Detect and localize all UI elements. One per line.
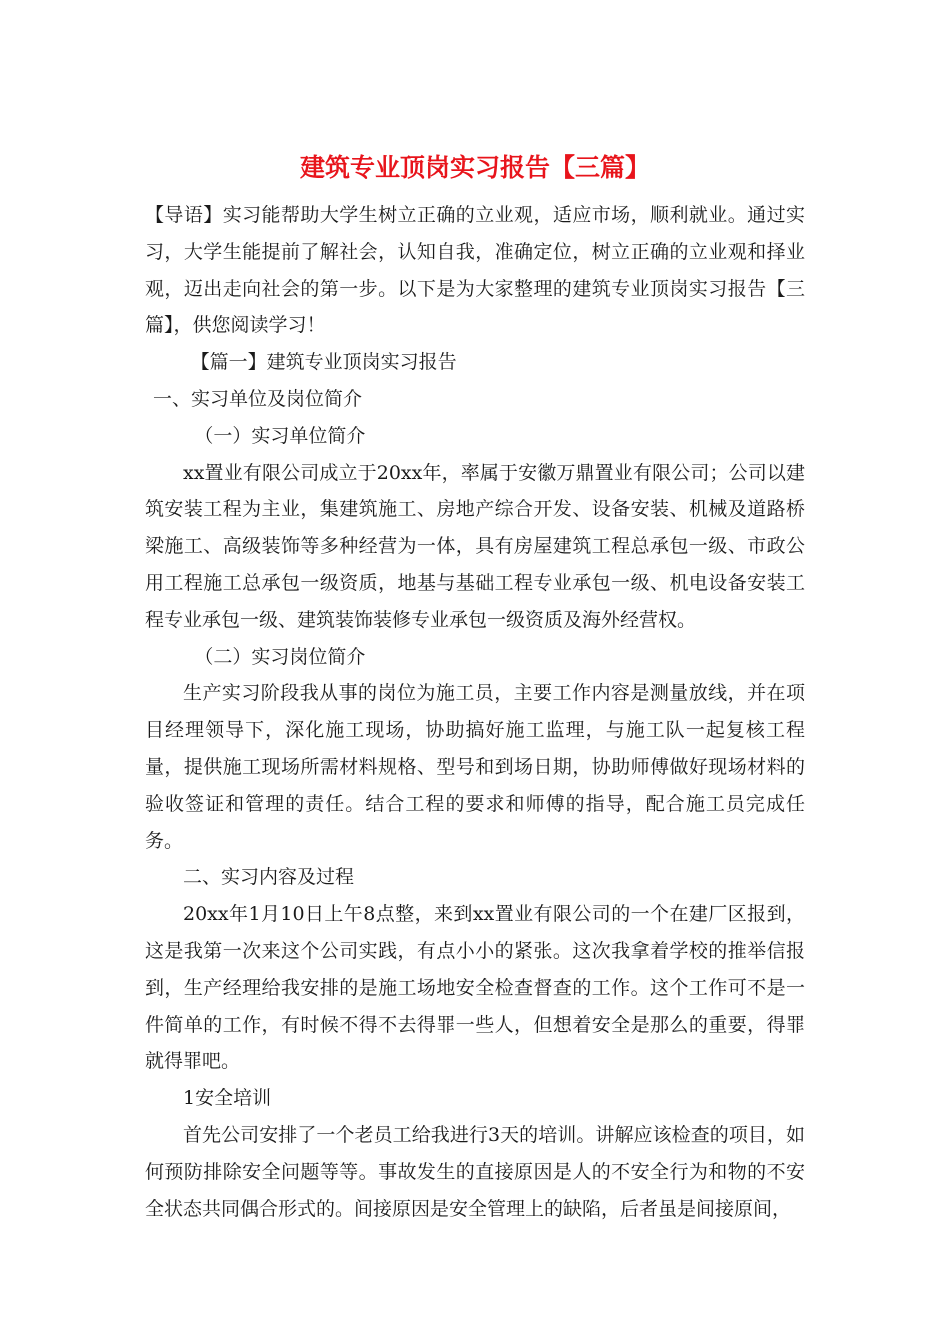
subheading-position-intro: （二）实习岗位简介 <box>194 645 366 668</box>
paragraph-unit-intro: xx置业有限公司成立于20xx年，率属于安徽万鼎置业有限公司；公司以建筑安装工程为主业，集建筑施工、房地产综合开发、设备安装、机械及道路桥梁施工、高级装饰等多种经营为一体，具有房屋建筑工程总承包一级、市政公用工程施工总承包一级资质，地基与基础工程专业承包一级、机电设备安装工程专业承包一级、建筑装饰装修专业承包一级资质及海外经营权。 <box>145 461 805 631</box>
heading-safety-training: 1安全培训 <box>183 1087 272 1110</box>
heading-internship-unit: 一、实习单位及岗位简介 <box>153 387 363 410</box>
section-heading-part1: 【篇一】建筑专业顶岗实习报告 <box>190 351 457 374</box>
paragraph-position-intro: 生产实习阶段我从事的岗位为施工员，主要工作内容是测量放线，并在项目经理领导下，深化施工现场，协助搞好施工监理，与施工队一起复核工程量，提供施工现场所需材料规格、型号和到场日期，协助师傅做好现场材料的验收签证和管理的责任。结合工程的要求和师傅的指导，配合施工员完成任务。 <box>145 682 805 852</box>
document-title: 建筑专业顶岗实习报告【三篇】 <box>299 153 650 182</box>
subheading-unit-intro: （一）实习单位简介 <box>194 424 366 447</box>
paragraph-internship-process: 20xx年1月10日上午8点整，来到xx置业有限公司的一个在建厂区报到，这是我第一次来这个公司实践，有点小小的紧张。这次我拿着学校的推举信报到，生产经理给我安排的是施工场地安全检查督查的工作。这个工作可不是一件简单的工作，有时候不得不去得罪一些人，但想着安全是那么的重要，得罪就得罪吧。 <box>145 903 805 1073</box>
intro-paragraph: 【导语】实习能帮助大学生树立正确的立业观，适应市场，顺利就业。通过实习，大学生能提前了解社会，认知自我，准确定位，树立正确的立业观和择业观，迈出走向社会的第一步。以下是为大家整理的建筑专业顶岗实习报告【三篇】，供您阅读学习！ <box>145 204 805 337</box>
document-body <box>145 197 805 1227</box>
paragraph-safety-training: 首先公司安排了一个老员工给我进行3天的培训。讲解应该检查的项目，如何预防排除安全问题等等。事故发生的直接原因是人的不安全行为和物的不安全状态共同偶合形式的。间接原因是安全管理上的缺陷，后者虽是间接原间， <box>145 1123 805 1220</box>
heading-internship-content: 二、实习内容及过程 <box>183 866 355 889</box>
